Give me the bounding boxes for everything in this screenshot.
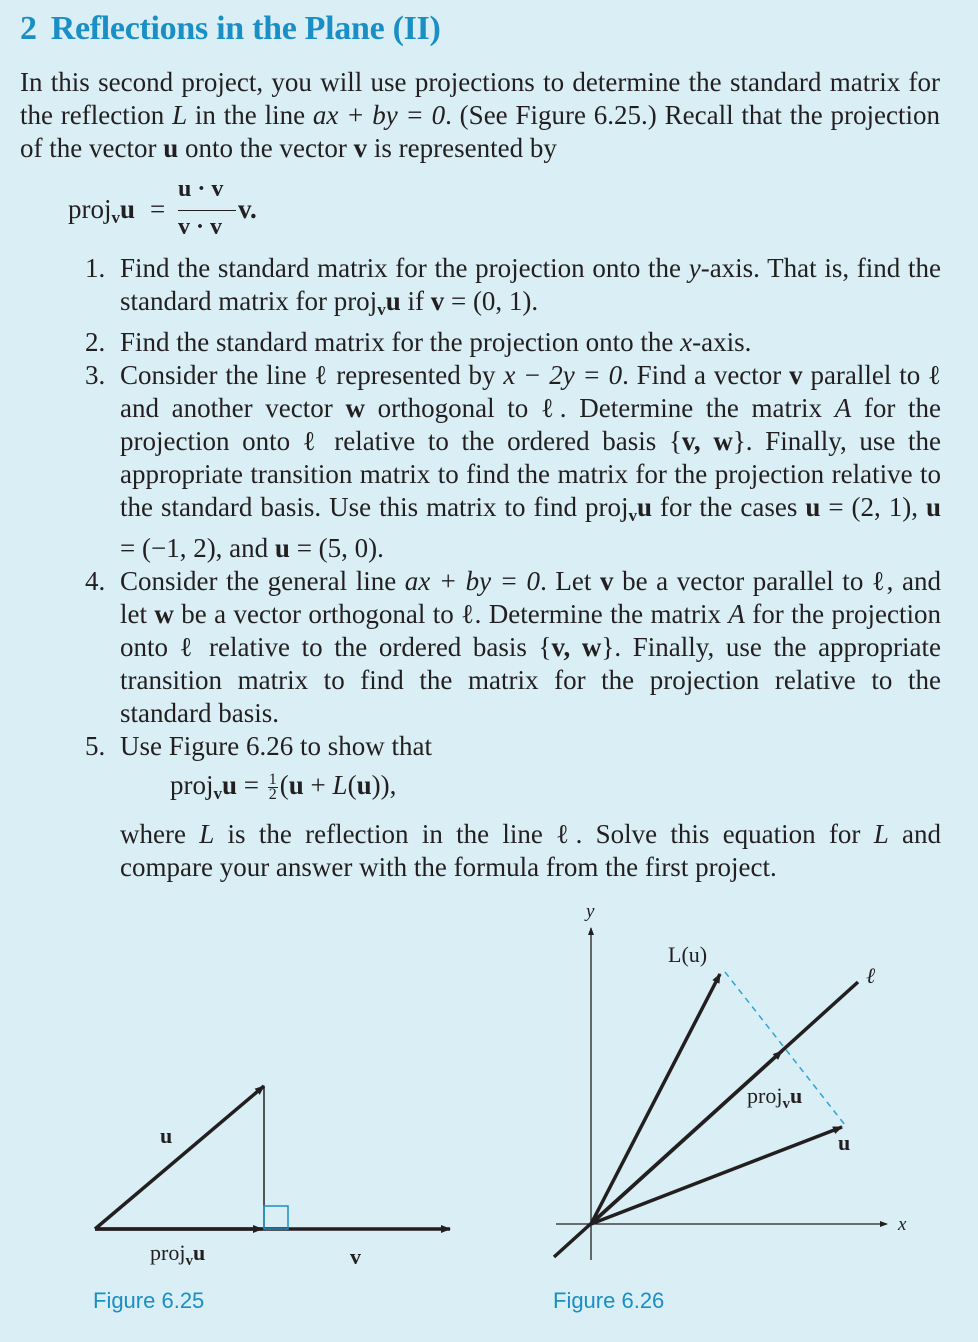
intro-paragraph: In this second project, you will use projections to determine the standard matrix for the reflection L in the line ax + by = 0. (See Figure 6.25.) Recall that the projection of the vector u onto the vector v is represented by — [20, 67, 940, 163]
fraction-bar — [178, 210, 236, 211]
list-item: 4. Consider the general line ax + by = 0. Let v be a vector parallel to ℓ, and let w be a vector orthogonal to ℓ. Determine the matrix A for the projection onto ℓ relative to the ordered basis {v, w}. Finally, use the appropriate transition matrix to find the matrix for the projection relative to the standard basis. — [85, 566, 942, 728]
caption-6-25: Figure 6.25 — [93, 1288, 205, 1313]
exercise-list — [85, 252, 941, 884]
list-item: 1. Find the standard matrix for the projection onto the y-axis. That is, find the standard matrix for proj$_v$u if v = (0, 1). — [85, 253, 941, 319]
label-y: y — [586, 901, 595, 922]
label-Lu: L(u) — [668, 942, 708, 967]
vector-u — [95, 1086, 264, 1229]
caption-6-26: Figure 6.26 — [553, 1288, 665, 1313]
formula-numerator: u · v — [178, 176, 224, 202]
list-item: 2. Find the standard matrix for the projection onto the x-axis. — [85, 327, 752, 357]
label-x: x — [898, 1214, 907, 1235]
label-v: v — [350, 1244, 361, 1269]
label-ell: ℓ — [866, 963, 876, 988]
section-title: Reflections in the Plane (II) — [50, 10, 441, 47]
right-angle-marker — [264, 1206, 288, 1229]
list-item: 5. Use Figure 6.26 to show that proj$_v$u = $\frac{1}{2}$ (u + L(u)), where L is the reflection in the line ℓ. Solve this equation for L and compare your answer with the formula from the first project. — [85, 731, 941, 882]
formula-equals: = — [150, 194, 166, 224]
formula-lhs: proj$_v$u — [68, 194, 136, 227]
formula-denominator: v · v — [178, 214, 223, 240]
reflection-formula: proj$_v$u = $\frac{1}{2}$ (u + L(u)), — [170, 770, 397, 804]
label-u: u — [160, 1123, 173, 1148]
label-proj: proj$_v$u — [747, 1083, 803, 1112]
one-half-fraction: $\frac{1}{2}$ — [268, 771, 277, 804]
vector-u — [591, 1127, 842, 1224]
projection-formula — [68, 176, 328, 246]
section-number: 2 — [20, 10, 37, 47]
list-item: 3. Consider the line ℓ represented by x − 2y = 0. Find a vector v parallel to ℓ and another vector w orthogonal to ℓ. Determine the matrix A for the projection onto ℓ relative to the ordered basis {v, w}. Finally, use the appropriate transition matrix to find the matrix for the projection relative to the standard basis. Use this matrix to find proj$_v$u for the cases u = (2, 1), u = (−1, 2), and u = (5, 0). — [85, 360, 942, 563]
label-proj: proj$_v$u — [150, 1240, 206, 1269]
figure-6-25 — [0, 1060, 480, 1290]
formula-trail: v. — [238, 194, 257, 224]
figure-6-26 — [520, 890, 960, 1290]
vector-proj — [591, 1051, 782, 1224]
vector-Lu — [591, 974, 720, 1224]
section-heading — [20, 10, 441, 48]
label-u: u — [838, 1130, 851, 1155]
